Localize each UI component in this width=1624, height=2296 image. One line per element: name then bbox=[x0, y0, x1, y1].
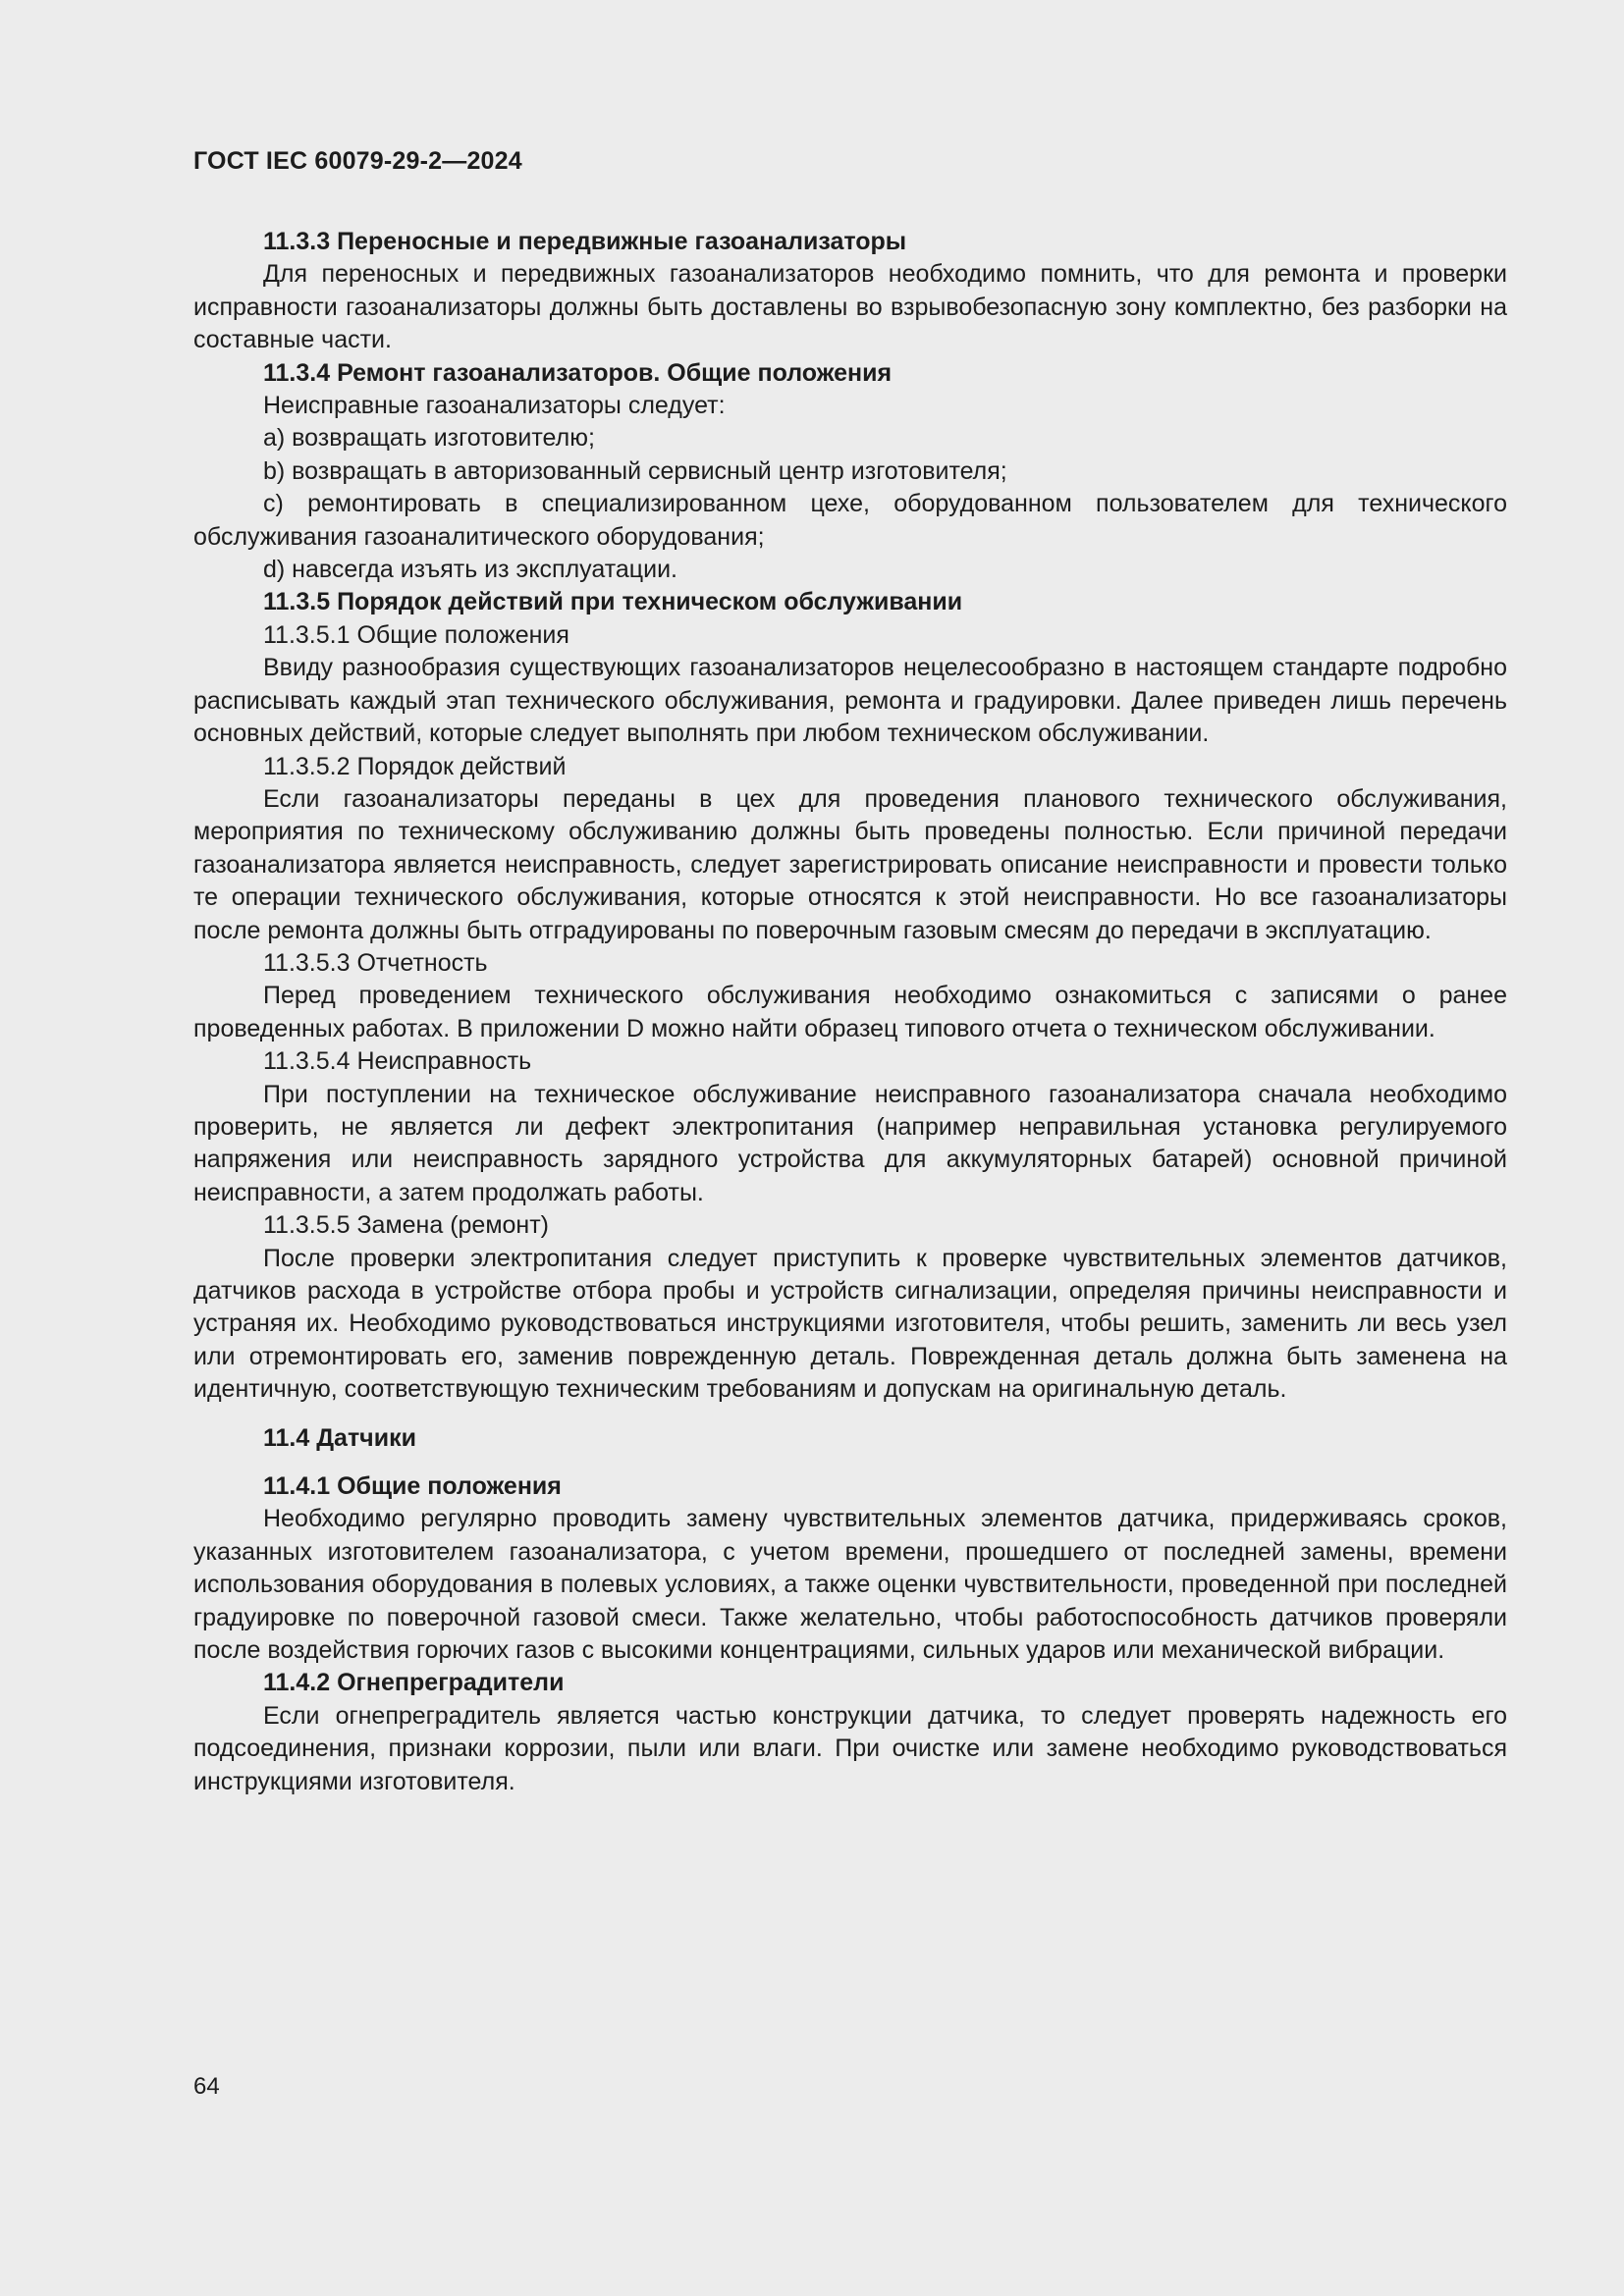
subsection-heading-11-3-5-4: 11.3.5.4 Неисправность bbox=[263, 1047, 532, 1076]
subsection-heading-11-3-5-3: 11.3.5.3 Отчетность bbox=[263, 948, 488, 977]
section-heading-11-4-1: 11.4.1 Общие положения bbox=[263, 1472, 562, 1501]
list-item-d: d) навсегда изъять из эксплуатации. bbox=[263, 556, 677, 584]
paragraph: Ввиду разнообразия существующих газоанализаторов нецелесообразно в настоящем стандарте подробно расписывать каждый этап технического обслуживания, ремонта и градуировки. Далее приведен лишь перечень основных действий, которые следует выполнять при любом техническом обслуживании. bbox=[193, 654, 1507, 748]
section-heading-11-4: 11.4 Датчики bbox=[263, 1423, 416, 1452]
page-number: 64 bbox=[193, 2073, 220, 2100]
subsection-heading-11-3-5-1: 11.3.5.1 Общие положения bbox=[263, 620, 569, 649]
section-heading-11-3-4: 11.3.4 Ремонт газоанализаторов. Общие положения bbox=[263, 358, 893, 387]
paragraph: После проверки электропитания следует приступить к проверке чувствительных элементов датчиков, датчиков расхода в устройстве отбора пробы и устройств сигнализации, определяя причины неисправности и устраняя их. Необходимо руководствоваться инструкциями изготовителя, чтобы решить, заменить ли весь узел или отремонтировать его, заменив поврежденную деталь. Поврежденная деталь должна быть заменена на идентичную, соответствующую техническим требованиям и допускам на оригинальную деталь. bbox=[193, 1244, 1507, 1404]
paragraph: Для переносных и передвижных газоанализаторов необходимо помнить, что для ремонта и проверки исправности газоанализаторы должны быть доставлены во взрывобезопасную зону комплектно, без разборки на составные части. bbox=[193, 260, 1507, 354]
list-item-a: а) возвращать изготовителю; bbox=[263, 424, 595, 453]
paragraph: Если газоанализаторы переданы в цех для проведения планового технического обслуживания, мероприятия по техническому обслуживанию должны быть проведены полностью. Если причиной передачи газоанализатора является неисправность, следует зарегистрировать описание неисправности и провести только те операции технического обслуживания, которые относятся к этой неисправности. Но все газоанализаторы после ремонта должны быть отградуированы по поверочным газовым смесям до передачи в эксплуатацию. bbox=[193, 784, 1507, 944]
subsection-heading-11-3-5-2: 11.3.5.2 Порядок действий bbox=[263, 752, 567, 780]
paragraph: Перед проведением технического обслуживания необходимо ознакомиться с записями о ранее проведенных работах. В приложении D можно найти образец типового отчета о техническом обслуживании. bbox=[193, 982, 1507, 1042]
paragraph: При поступлении на техническое обслуживание неисправного газоанализатора сначала необходимо проверить, не является ли дефект электропитания (например неправильная установка регулируемого напряжения или неисправность зарядного устройства для аккумуляторных батарей) основной причиной неисправности, а затем продолжать работы. bbox=[193, 1080, 1507, 1206]
paragraph: Неисправные газоанализаторы следует: bbox=[263, 392, 726, 420]
document-standard-header: ГОСТ IEC 60079-29-2—2024 bbox=[193, 147, 522, 175]
list-item-c: с) ремонтировать в специализированном цехе, оборудованном пользователем для технического обслуживания газоаналитического оборудования; bbox=[193, 490, 1507, 551]
document-body bbox=[193, 226, 1507, 1798]
subsection-heading-11-3-5-5: 11.3.5.5 Замена (ремонт) bbox=[263, 1211, 550, 1240]
paragraph: Необходимо регулярно проводить замену чувствительных элементов датчика, придерживаясь сроков, указанных изготовителем газоанализатора, с учетом времени, прошедшего от последней замены, времени использования оборудования в полевых условиях, а также оценки чувствительности, проведенной при последней градуировке по поверочной газовой смеси. Также желательно, чтобы работоспособность датчиков проверяли после воздействия горючих газов с высокими концентрациями, сильных ударов или механической вибрации. bbox=[193, 1505, 1507, 1665]
section-heading-11-3-5: 11.3.5 Порядок действий при техническом обслуживании bbox=[263, 588, 963, 616]
section-heading-11-3-3: 11.3.3 Переносные и передвижные газоанализаторы bbox=[263, 228, 907, 255]
section-heading-11-4-2: 11.4.2 Огнепреградители bbox=[263, 1669, 565, 1697]
list-item-b: b) возвращать в авторизованный сервисный центр изготовителя; bbox=[263, 456, 1007, 485]
paragraph: Если огнепреградитель является частью конструкции датчика, то следует проверять надежность его подсоединения, признаки коррозии, пыли или влаги. При очистке или замене необходимо руководствоваться инструкциями изготовителя. bbox=[193, 1701, 1507, 1795]
